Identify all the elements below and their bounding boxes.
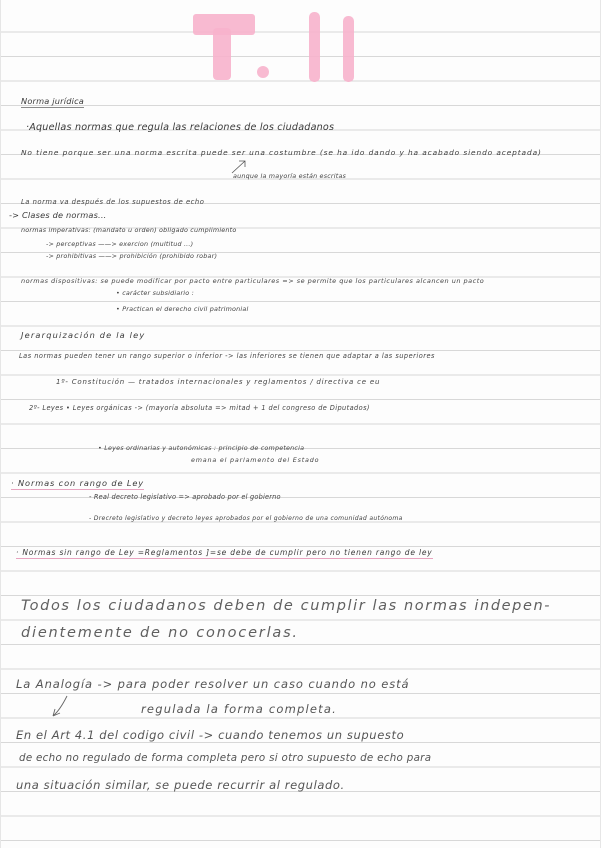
definition-line: ·Aquellas normas que regula las relaciones de los ciudadanos — [26, 122, 335, 133]
jerarquizacion-heading: Jerarquización de la ley — [21, 330, 146, 340]
page-title-text — [191, 8, 193, 9]
normas-con-rango-heading: · Normas con rango de Ley — [11, 478, 145, 488]
constitucion-line: 1º- Constitución — tratados internacionales y reglamentos / directiva ce eu — [56, 378, 381, 386]
normas-sin-rango-heading: · Normas sin rango de Ley =Reglamentos ]=se debe de cumplir pero no tienen rango de ley — [16, 548, 433, 557]
clases-heading: -> Clases de normas... — [9, 210, 107, 220]
heading-norma-juridica: Norma jurídica — [21, 96, 84, 106]
costumbre-line: No tiene porque ser una norma escrita puede ser una costumbre (se ha ido dando y ha acabado siendo aceptada) — [21, 148, 542, 157]
analogia-line-2: regulada la forma completa. — [141, 702, 337, 716]
escritas-note: aunque la mayoría están escritas — [233, 172, 347, 180]
art-line-3: una situación similar, se puede recurrir al regulado. — [16, 778, 345, 792]
analogia-arrow-icon — [41, 694, 111, 720]
arrow-icon — [229, 158, 249, 174]
ordinarias-line: • Leyes ordinarias y autonómicas : principio de competencia — [98, 444, 305, 452]
page-title — [191, 8, 391, 88]
emana-line: emana el parlamento del Estado — [191, 456, 320, 464]
paragraph-line-2: dientemente de no conocerlas. — [21, 625, 299, 641]
rango-line: Las normas pueden tener un rango superior o inferior -> las inferiores se tienen que adaptar a las superiores — [19, 352, 435, 360]
leyes-line: 2º- Leyes • Leyes orgánicas -> (mayoría absoluta => mitad + 1 del congreso de Diputados) — [29, 404, 370, 412]
subsidiario-line: • carácter subsidiario : — [116, 289, 194, 297]
patrimonial-line: • Practican el derecho civil patrimonial — [116, 305, 249, 313]
prohibitivas-line: -> prohibitivas ——> prohibición (prohibido robar) — [46, 252, 218, 260]
perceptivas-line: -> perceptivas ——> exercion (multitud ...) — [46, 240, 194, 248]
title-highlighter-mark — [191, 8, 391, 84]
dispositivas-line: normas dispositivas: se puede modificar por pacto entre particulares => se permite que los particulares alcancen un pacto — [21, 277, 485, 285]
imperativas-line: normas imperativas: (mandato u orden) obligado cumplimiento — [21, 226, 237, 234]
supuestos-line: La norma va después de los supuestos de echo — [21, 198, 205, 206]
decreto-legislativo-line: - Drecreto legislativo y decreto leyes aprobados por el gobierno de una comunidad autónoma — [89, 515, 403, 522]
art-line-2: de echo no regulado de forma completa pero si otro supuesto de echo para — [19, 752, 432, 764]
real-decreto-line: - Real decreto legislativo => aprobado por el gobierno — [89, 493, 281, 501]
art-line-1: En el Art 4.1 del codigo civil -> cuando tenemos un supuesto — [16, 728, 405, 742]
paragraph-line-1: Todos los ciudadanos deben de cumplir las normas indepen- — [21, 598, 552, 614]
analogia-line-1: La Analogía -> para poder resolver un caso cuando no está — [16, 677, 410, 691]
